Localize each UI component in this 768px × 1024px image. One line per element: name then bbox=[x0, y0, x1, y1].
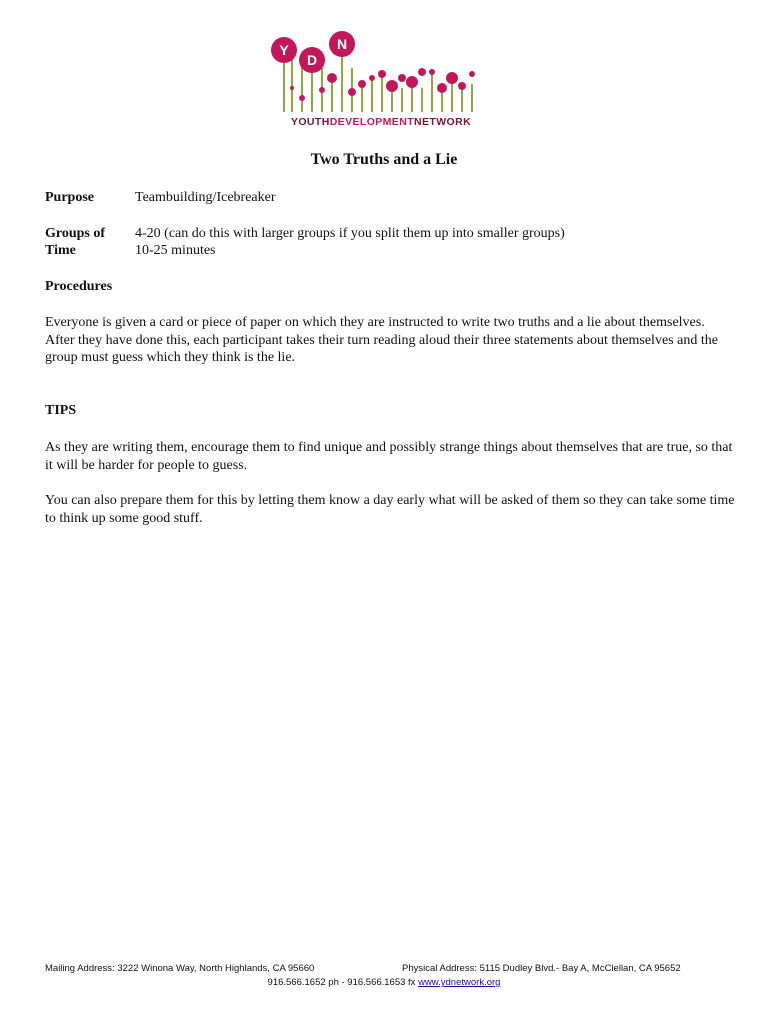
logo-tagline-development: DEVELOPMENT bbox=[329, 116, 415, 128]
logo-tagline-network: NETWORK bbox=[414, 116, 472, 128]
time-value: 10-25 minutes bbox=[135, 243, 216, 258]
tips-paragraph-2: You can also prepare them for this by letting them know a day early what will be asked of them so they can take some time to think up some good stuff. bbox=[45, 493, 735, 526]
logo-letter-n: N bbox=[336, 36, 348, 52]
logo-tagline bbox=[266, 116, 496, 128]
footer-contact bbox=[0, 977, 768, 988]
logo-letter-y: Y bbox=[279, 42, 289, 58]
procedures-text: Everyone is given a card or piece of paper on which they are instructed to write two truths and a lie about themselves. After they have done this, each participant takes their turn reading aloud their three statements about themselves and the group must guess which they think is the lie. bbox=[45, 315, 718, 365]
procedures-heading: Procedures bbox=[45, 279, 113, 294]
purpose-label: Purpose bbox=[45, 190, 94, 205]
groups-label: Groups of bbox=[45, 226, 106, 241]
physical-address: Physical Address: 5115 Dudley Blvd.- Bay A, McClellan, CA 95652 bbox=[402, 963, 681, 974]
mailing-address: Mailing Address: 3222 Winona Way, North Highlands, CA 95660 bbox=[45, 963, 315, 974]
time-label: Time bbox=[45, 243, 76, 258]
groups-value: 4-20 (can do this with larger groups if you split them up into smaller groups) bbox=[135, 226, 565, 241]
ydn-logo bbox=[262, 28, 498, 130]
phone-fax: 916.566.1652 ph - 916.566.1653 fx bbox=[267, 977, 416, 988]
logo-tagline-youth: YOUTH bbox=[290, 116, 330, 128]
logo-letter-d: D bbox=[306, 52, 318, 68]
tips-heading: TIPS bbox=[45, 403, 77, 418]
website-link[interactable]: www.ydnetwork.org bbox=[418, 977, 501, 988]
purpose-value: Teambuilding/Icebreaker bbox=[135, 190, 276, 205]
tips-paragraph-1: As they are writing them, encourage them to find unique and possibly strange things about themselves that are true, so that it will be harder for people to guess. bbox=[45, 440, 733, 473]
page-title: Two Truths and a Lie bbox=[310, 151, 458, 168]
